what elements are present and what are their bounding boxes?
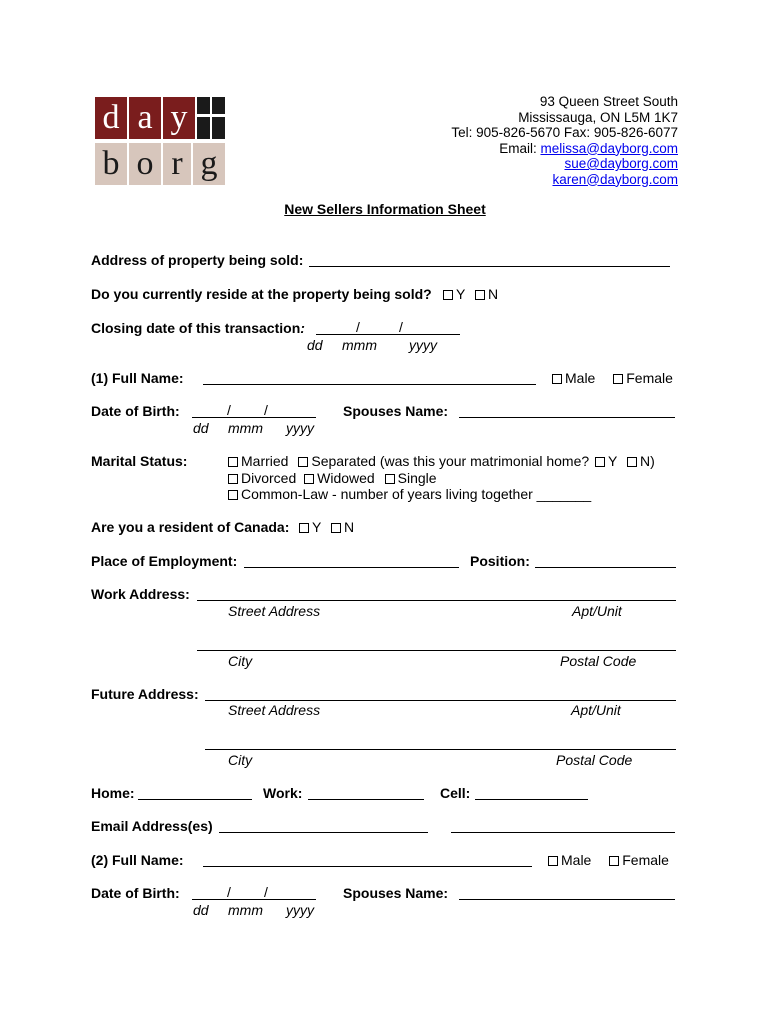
- contact-phones: Tel: 905-826-5670 Fax: 905-826-6077: [451, 125, 678, 140]
- checkbox-icon[interactable]: [385, 474, 395, 484]
- contact-block: [451, 94, 678, 187]
- person1-spouse-label: Spouses Name:: [343, 403, 449, 419]
- future-postal-caption: Postal Code: [556, 752, 633, 768]
- future-city-caption: City: [228, 752, 253, 768]
- person1-dob-field[interactable]: [192, 417, 316, 418]
- address-label: Address of property being sold:: [91, 252, 304, 268]
- future-address-label: Future Address:: [91, 686, 199, 702]
- checkbox-icon[interactable]: [552, 374, 562, 384]
- person1-dob-label: Date of Birth:: [91, 403, 180, 419]
- checkbox-icon[interactable]: [331, 523, 341, 533]
- contact-street: 93 Queen Street South: [539, 94, 678, 109]
- checkbox-icon[interactable]: [304, 474, 314, 484]
- checkbox-icon[interactable]: [228, 474, 238, 484]
- future-apt-caption: Apt/Unit: [571, 702, 621, 718]
- person2-full-name-label: (2) Full Name:: [91, 852, 184, 868]
- checkbox-icon[interactable]: [299, 523, 309, 533]
- email-link-karen[interactable]: karen@dayborg.com: [552, 171, 678, 187]
- date-separator: /: [227, 402, 231, 418]
- cell-label: Cell:: [440, 785, 471, 801]
- future-street-caption: Street Address: [228, 702, 321, 718]
- email-field-1[interactable]: [219, 832, 428, 833]
- logo-tile-g: g: [193, 143, 225, 185]
- date-separator: /: [399, 319, 403, 335]
- person2-full-name-field[interactable]: [203, 866, 532, 867]
- person2-gender-options: Male Female: [546, 852, 669, 868]
- home-label: Home:: [91, 785, 135, 801]
- dob-yyyy: yyyy: [286, 420, 314, 436]
- email-addresses-label: Email Address(es): [91, 818, 213, 834]
- person2-dob-field[interactable]: [192, 899, 316, 900]
- closing-dd: dd: [307, 337, 323, 353]
- checkbox-icon[interactable]: [228, 490, 238, 500]
- date-separator: /: [264, 884, 268, 900]
- logo-tile-b: b: [95, 143, 127, 185]
- logo-tile-y: y: [163, 97, 195, 139]
- person1-spouse-field[interactable]: [459, 417, 675, 418]
- person1-full-name-field[interactable]: [203, 384, 536, 385]
- work-phone-field[interactable]: [308, 799, 424, 800]
- closing-label: Closing date of this transaction:: [91, 320, 305, 336]
- contact-email-line: [451, 172, 678, 188]
- checkbox-icon[interactable]: [443, 290, 453, 300]
- work-phone-label: Work:: [263, 785, 303, 801]
- person1-gender-options: Male Female: [550, 370, 673, 386]
- reside-label: Do you currently reside at the property being sold?: [91, 286, 432, 302]
- email-link-melissa[interactable]: melissa@dayborg.com: [540, 140, 678, 156]
- marital-label: Marital Status:: [91, 453, 188, 469]
- dob2-yyyy: yyyy: [286, 902, 314, 918]
- address-field[interactable]: [309, 266, 670, 267]
- work-street-caption: Street Address: [228, 603, 321, 619]
- work-apt-caption: Apt/Unit: [572, 603, 622, 619]
- person2-spouse-field[interactable]: [459, 899, 675, 900]
- closing-mmm: mmm: [342, 337, 377, 353]
- date-separator: /: [227, 884, 231, 900]
- dob2-mmm: mmm: [228, 902, 263, 918]
- employment-label: Place of Employment:: [91, 553, 238, 569]
- future-city-field[interactable]: [205, 749, 676, 750]
- checkbox-icon[interactable]: [228, 457, 238, 467]
- future-street-field[interactable]: [205, 700, 676, 701]
- date-separator: /: [356, 319, 360, 335]
- logo-square: [197, 97, 210, 114]
- logo-square: [212, 97, 225, 114]
- work-city-caption: City: [228, 653, 253, 669]
- page-title: New Sellers Information Sheet: [284, 201, 486, 217]
- resident-options: Y N: [297, 519, 354, 535]
- marital-row-2: Divorced Widowed Single: [226, 470, 437, 486]
- logo-tile-r: r: [163, 143, 191, 185]
- logo-square: [197, 117, 210, 139]
- contact-email-line: [451, 156, 678, 172]
- person2-dob-label: Date of Birth:: [91, 885, 180, 901]
- work-address-label: Work Address:: [91, 586, 190, 602]
- checkbox-icon[interactable]: [475, 290, 485, 300]
- email-field-2[interactable]: [451, 832, 675, 833]
- work-city-field[interactable]: [197, 650, 676, 651]
- reside-options: Y N: [441, 286, 498, 302]
- resident-label: Are you a resident of Canada:: [91, 519, 290, 535]
- checkbox-icon[interactable]: [298, 457, 308, 467]
- home-phone-field[interactable]: [138, 799, 252, 800]
- marital-row-1: Married Separated (was this your matrimonial home? Y N): [226, 453, 655, 469]
- person1-full-name-label: (1) Full Name:: [91, 370, 184, 386]
- dob-mmm: mmm: [228, 420, 263, 436]
- date-separator: /: [264, 402, 268, 418]
- checkbox-icon[interactable]: [613, 374, 623, 384]
- position-label: Position:: [470, 553, 530, 569]
- email-link-sue[interactable]: sue@dayborg.com: [564, 156, 678, 171]
- marital-row-3: Common-Law - number of years living together _______: [226, 486, 591, 502]
- person2-spouse-label: Spouses Name:: [343, 885, 449, 901]
- closing-date-field[interactable]: [316, 334, 460, 335]
- work-street-field[interactable]: [197, 600, 676, 601]
- employment-field[interactable]: [244, 567, 459, 568]
- checkbox-icon[interactable]: [595, 457, 605, 467]
- dob-dd: dd: [193, 420, 209, 436]
- contact-email-line: [451, 141, 678, 157]
- cell-phone-field[interactable]: [475, 799, 588, 800]
- checkbox-icon[interactable]: [609, 856, 619, 866]
- closing-yyyy: yyyy: [409, 337, 437, 353]
- position-field[interactable]: [535, 567, 676, 568]
- checkbox-icon[interactable]: [548, 856, 558, 866]
- logo-tile-d: d: [95, 97, 127, 139]
- contact-city: Mississauga, ON L5M 1K7: [518, 109, 678, 125]
- dob2-dd: dd: [193, 902, 209, 918]
- email-label: Email:: [499, 140, 541, 156]
- logo-tile-o: o: [129, 143, 161, 185]
- work-postal-caption: Postal Code: [560, 653, 637, 669]
- logo-tile-a: a: [129, 97, 161, 139]
- checkbox-icon[interactable]: [627, 457, 637, 467]
- logo-square: [212, 117, 225, 139]
